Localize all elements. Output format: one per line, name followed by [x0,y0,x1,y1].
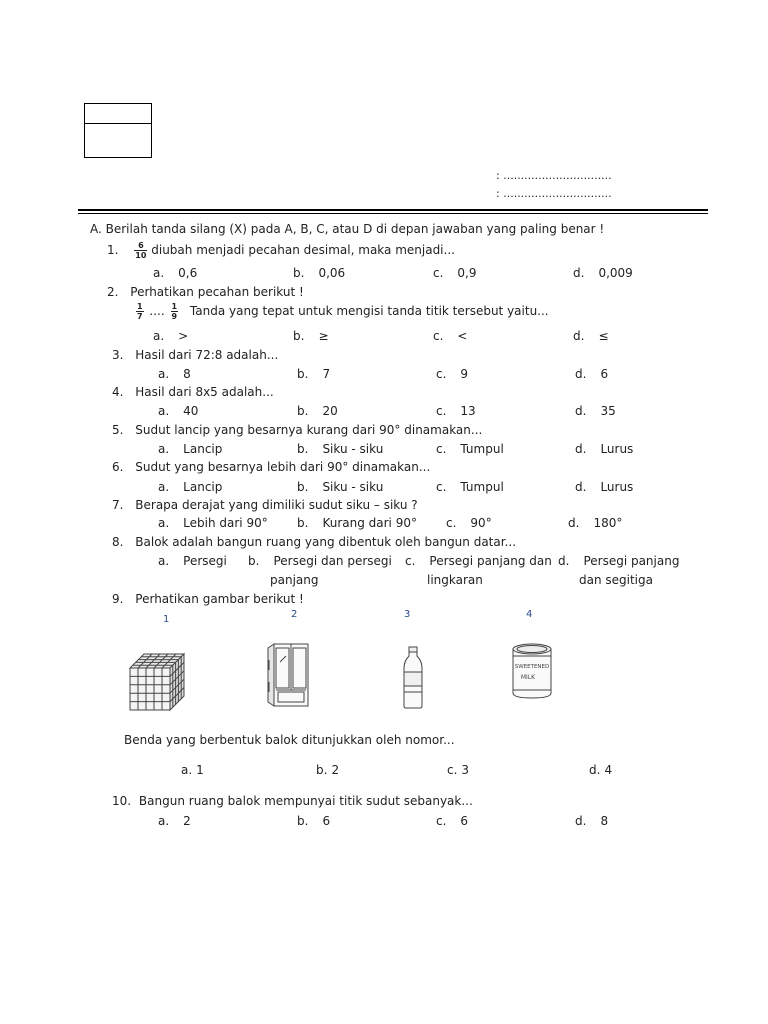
option-key: b. [316,763,328,777]
option-text: 6 [460,814,469,828]
option-key: d. [573,329,585,343]
option-b[interactable] [316,763,339,777]
question-text: Hasil dari 8x5 adalah... [135,385,274,399]
question-number: 6. [112,460,124,474]
option-text: 0,06 [318,266,346,280]
question-1 [107,241,455,260]
option-b[interactable] [248,554,392,568]
option-key: c. [446,516,457,530]
question-9 [112,592,304,606]
option-text: 20 [322,404,338,418]
option-d[interactable] [558,554,679,568]
option-text: Lurus [600,442,634,456]
option-key: d. [575,367,587,381]
image-label-2: 2 [291,609,298,620]
option-key: d. [575,442,587,456]
option-c[interactable] [436,442,504,456]
image-label-1: 1 [163,614,170,625]
option-key: d. [575,404,587,418]
option-a[interactable] [153,329,188,343]
question-5 [112,423,482,437]
option-key: b. [293,266,305,280]
option-key: a. [181,763,193,777]
option-text: Persegi dan persegi [273,554,392,568]
option-d[interactable] [575,442,633,456]
option-key: c. [433,329,444,343]
option-text: Tumpul [460,442,504,456]
option-b[interactable] [293,329,329,343]
option-text: Lebih dari 90° [183,516,268,530]
question-text: diubah menjadi pecahan desimal, maka menjadi... [151,243,455,257]
option-c[interactable] [433,329,467,343]
option-key: c. [436,367,447,381]
option-d[interactable] [575,404,616,418]
option-a[interactable] [158,404,198,418]
option-key: b. [297,516,309,530]
question-text: Bangun ruang balok mempunyai titik sudut sebanyak... [138,794,473,808]
option-text: 90° [470,516,492,530]
fraction [134,241,147,260]
question-4 [112,385,274,399]
bottle-icon [401,646,425,710]
header-box-divider [85,104,151,124]
option-key: d. [575,814,587,828]
option-text: 3 [461,763,470,777]
question-9-prompt: Benda yang berbentuk balok ditunjukkan oleh nomor... [124,733,455,747]
option-key: d. [558,554,570,568]
question-text: Berapa derajat yang dimiliki sudut siku – siku ? [135,498,418,512]
option-d[interactable] [573,329,609,343]
option-text: 2 [183,814,191,828]
option-text: 1 [196,763,204,777]
fraction-numerator: 1 [171,302,178,311]
option-b[interactable] [297,442,383,456]
option-c-line2: lingkaran [427,573,483,587]
option-key: b. [297,367,309,381]
option-text: Persegi panjang [583,554,680,568]
option-text: 2 [331,763,340,777]
option-key: c. [436,442,447,456]
option-d[interactable] [575,480,633,494]
option-text: 180° [593,516,623,530]
option-b[interactable] [297,367,330,381]
option-text: 6 [600,367,609,381]
option-key: d. [573,266,585,280]
option-key: c. [436,404,447,418]
option-text: 8 [600,814,609,828]
question-number: 2. [107,285,119,299]
question-text: Perhatikan gambar berikut ! [135,592,304,606]
header-rule-bottom [78,213,708,214]
fraction-denominator: 7 [137,312,143,321]
option-text: 13 [460,404,476,418]
fraction-b [171,302,179,321]
option-b[interactable] [297,814,330,828]
option-text: Persegi panjang dan [429,554,552,568]
section-instruction: A. Berilah tanda silang (X) pada A, B, C, atau D di depan jawaban yang paling benar ! [90,222,605,236]
option-b[interactable] [293,266,345,280]
option-text: 9 [460,367,469,381]
option-key: c. [436,814,447,828]
option-text: ≤ [598,329,609,343]
option-text: 7 [322,367,331,381]
option-c[interactable] [436,404,476,418]
image-label-3: 3 [404,609,411,620]
option-c[interactable] [433,266,477,280]
option-a[interactable] [158,554,227,568]
option-text: Siku - siku [322,480,384,494]
fraction-a [136,302,144,321]
option-text: < [457,329,468,343]
option-d[interactable] [575,367,608,381]
option-key: b. [297,814,309,828]
fraction-dots: .... [149,304,165,318]
option-key: d. [575,480,587,494]
question-7 [112,498,418,512]
option-key: d. [589,763,601,777]
option-a[interactable] [181,763,204,777]
option-key: b. [297,442,309,456]
option-d-line2: dan segitiga [579,573,653,587]
question-number: 8. [112,535,124,549]
question-number: 4. [112,385,124,399]
question-text: Balok adalah bangun ruang yang dibentuk oleh bangun datar... [135,535,517,549]
option-key: a. [153,266,165,280]
header-rule-top [78,209,708,211]
question-10 [112,794,473,808]
question-number: 1. [107,243,119,257]
option-key: d. [568,516,580,530]
milk-can-icon [510,642,554,700]
option-b[interactable] [297,480,383,494]
option-text: Kurang dari 90° [322,516,417,530]
option-c[interactable] [436,814,468,828]
option-text: Lurus [600,480,634,494]
question-number: 10. [112,794,132,808]
option-a[interactable] [158,814,191,828]
option-a[interactable] [158,442,222,456]
option-c[interactable] [405,554,552,568]
option-text: Lancip [183,442,223,456]
option-b-line2: panjang [270,573,319,587]
option-text: > [178,329,189,343]
option-c[interactable] [436,367,468,381]
question-3 [112,348,278,362]
option-text: Lancip [183,480,223,494]
header-line-1: : ............................... [496,169,612,182]
question-8 [112,535,516,549]
option-key: c. [447,763,458,777]
question-number: 7. [112,498,124,512]
option-key: a. [158,480,170,494]
option-text: 8 [183,367,191,381]
question-2-fractions [136,302,549,321]
can-text-2: MILK [520,674,536,681]
option-b[interactable] [297,516,417,530]
question-text: Perhatikan pecahan berikut ! [130,285,304,299]
question-number: 3. [112,348,124,362]
option-d[interactable] [573,266,633,280]
option-key: a. [158,367,170,381]
can-text-1: SWEETENED [514,664,550,670]
question-2 [107,285,304,299]
question-text: Hasil dari 72:8 adalah... [135,348,279,362]
option-c[interactable] [436,480,504,494]
option-key: c. [405,554,416,568]
fraction-numerator: 1 [137,302,143,311]
option-c[interactable] [447,763,469,777]
option-text: Siku - siku [322,442,384,456]
option-text: 0,6 [178,266,198,280]
option-key: c. [433,266,444,280]
option-text: 0,9 [457,266,477,280]
option-key: a. [158,554,170,568]
option-b[interactable] [297,404,338,418]
option-a[interactable] [158,480,222,494]
option-key: a. [158,442,170,456]
option-d[interactable] [589,763,612,777]
option-key: a. [158,814,170,828]
option-key: b. [293,329,305,343]
option-c[interactable] [446,516,492,530]
question-text: Sudut yang besarnya lebih dari 90° dinamakan... [135,460,431,474]
option-key: a. [153,329,165,343]
header-line-2: : ............................... [496,187,612,200]
wardrobe-icon [266,642,312,708]
option-key: b. [297,404,309,418]
option-d[interactable] [568,516,622,530]
option-d[interactable] [575,814,608,828]
option-text: 35 [600,404,616,418]
option-a[interactable] [153,266,197,280]
option-key: a. [158,516,170,530]
question-text: Sudut lancip yang besarnya kurang dari 90° dinamakan... [135,423,483,437]
question-text-2: Tanda yang tepat untuk mengisi tanda titik tersebut yaitu... [189,304,549,318]
cube-grid-icon [128,652,186,712]
option-key: b. [297,480,309,494]
option-a[interactable] [158,367,191,381]
question-6 [112,460,430,474]
header-box [84,103,152,158]
option-text: 4 [604,763,613,777]
option-key: b. [248,554,260,568]
fraction-denominator: 9 [171,312,178,321]
option-text: 40 [183,404,199,418]
option-text: 6 [322,814,331,828]
fraction-numerator: 6 [134,241,147,251]
question-number: 5. [112,423,124,437]
option-key: a. [158,404,170,418]
image-label-4: 4 [526,609,533,620]
option-text: Persegi [183,554,227,568]
option-text: ≥ [318,329,329,343]
option-text: Tumpul [460,480,504,494]
option-key: c. [436,480,447,494]
option-text: 0,009 [598,266,633,280]
question-number: 9. [112,592,124,606]
option-a[interactable] [158,516,268,530]
fraction-denominator: 10 [135,251,147,260]
